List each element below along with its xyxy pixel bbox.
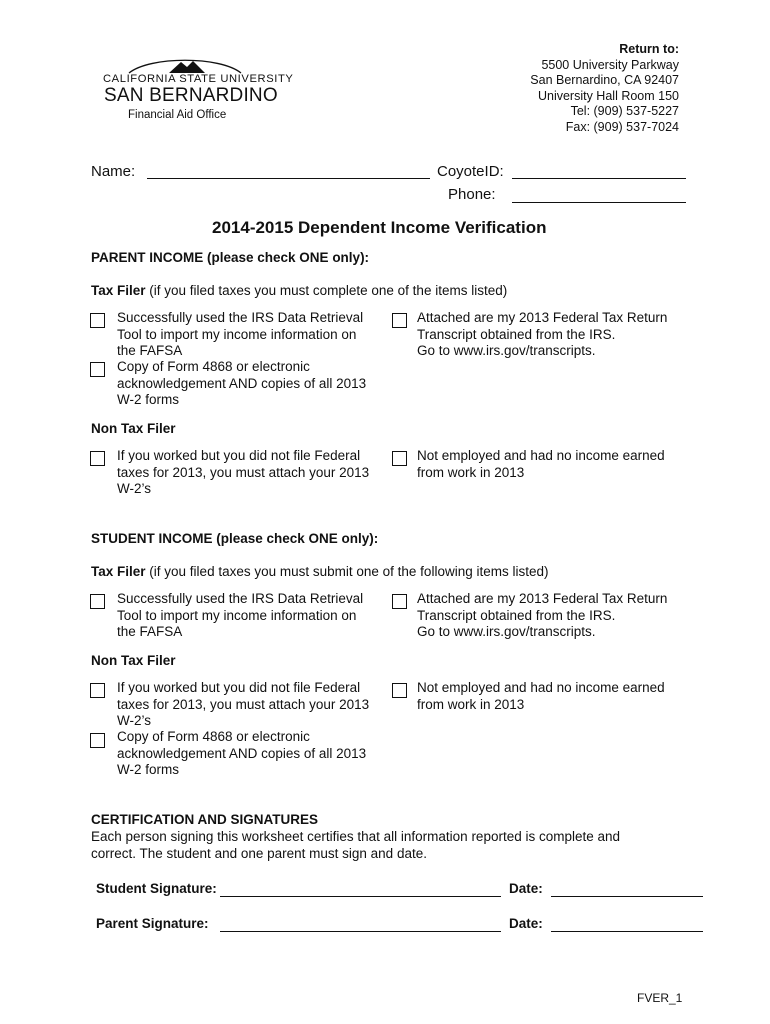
certification-text: Each person signing this worksheet certifies that all information reported is complete and correct. The student and one parent must sign and date.: [91, 829, 621, 861]
parent-transcript-text: Attached are my 2013 Federal Tax Return Transcript obtained from the IRS. Go to www.irs.gov/transcripts.: [417, 310, 668, 358]
form-code: FVER_1: [637, 991, 683, 1005]
student-tax-filer-line: [91, 564, 548, 580]
student-form-4868-checkbox[interactable]: [90, 733, 105, 748]
university-logo: [103, 52, 294, 124]
logo-arch-icon: [125, 52, 245, 74]
parent-not-employed-text: Not employed and had no income earned from work in 2013: [417, 448, 665, 480]
certification-heading: CERTIFICATION AND SIGNATURES: [91, 812, 318, 827]
parent-signature-field[interactable]: [220, 931, 501, 932]
parent-income-heading: PARENT INCOME (please check ONE only):: [91, 250, 370, 265]
parent-date-field[interactable]: [551, 931, 703, 932]
tax-filer-label: Tax Filer: [91, 283, 146, 298]
page-title: 2014-2015 Dependent Income Verification: [212, 218, 547, 237]
parent-date-label: Date:: [509, 916, 543, 931]
student-date-field[interactable]: [551, 896, 703, 897]
student-transcript-checkbox[interactable]: [392, 594, 407, 609]
student-irs-drt-text: Successfully used the IRS Data Retrieval Tool to import my income information on the FAFSA: [117, 591, 364, 639]
name-field[interactable]: [147, 178, 430, 179]
return-fax: Fax: (909) 537-7024: [565, 119, 679, 134]
student-not-employed-text: Not employed and had no income earned from work in 2013: [417, 680, 665, 712]
student-not-employed-checkbox[interactable]: [392, 683, 407, 698]
parent-irs-drt-text: Successfully used the IRS Data Retrieval Tool to import my income information on the FAFSA: [117, 310, 364, 358]
return-address-line: 5500 University Parkway: [541, 57, 679, 72]
parent-not-employed-checkbox[interactable]: [392, 451, 407, 466]
parent-transcript-checkbox[interactable]: [392, 313, 407, 328]
phone-field[interactable]: [512, 202, 686, 203]
parent-tax-filer-line: [91, 283, 507, 299]
phone-label: Phone:: [448, 186, 496, 203]
logo-line-3: Financial Aid Office: [128, 109, 227, 121]
student-signature-label: Student Signature:: [96, 881, 217, 896]
parent-w2-text: If you worked but you did not file Federal taxes for 2013, you must attach your 2013 W-2’s: [117, 448, 370, 496]
parent-w2-checkbox[interactable]: [90, 451, 105, 466]
student-non-tax-filer-label: Non Tax Filer: [91, 653, 176, 668]
student-irs-drt-checkbox[interactable]: [90, 594, 105, 609]
student-transcript-text: Attached are my 2013 Federal Tax Return Transcript obtained from the IRS. Go to www.irs.gov/transcripts.: [417, 591, 668, 639]
tax-filer-label: Tax Filer: [91, 564, 146, 579]
student-income-heading: STUDENT INCOME (please check ONE only):: [91, 531, 379, 546]
student-form-4868-text: Copy of Form 4868 or electronic acknowledgement AND copies of all 2013 W-2 forms: [117, 729, 367, 777]
parent-non-tax-filer-label: Non Tax Filer: [91, 421, 176, 436]
student-w2-checkbox[interactable]: [90, 683, 105, 698]
student-date-label: Date:: [509, 881, 543, 896]
return-address-line: University Hall Room 150: [537, 88, 679, 103]
student-w2-text: If you worked but you did not file Federal taxes for 2013, you must attach your 2013 W-2’s: [117, 680, 370, 728]
return-phone: Tel: (909) 537-5227: [570, 104, 679, 118]
tax-filer-note: (if you filed taxes you must complete one of the items listed): [149, 283, 508, 298]
logo-line-1: CALIFORNIA STATE UNIVERSITY: [103, 73, 294, 85]
parent-form-4868-checkbox[interactable]: [90, 362, 105, 377]
coyote-id-field[interactable]: [512, 178, 686, 179]
tax-filer-note: (if you filed taxes you must submit one of the following items listed): [149, 564, 549, 579]
coyote-id-label: CoyoteID:: [437, 163, 504, 180]
return-address-line: San Bernardino, CA 92407: [530, 73, 679, 87]
parent-signature-label: Parent Signature:: [96, 916, 209, 931]
parent-form-4868-text: Copy of Form 4868 or electronic acknowledgement AND copies of all 2013 W-2 forms: [117, 359, 367, 407]
return-to-heading: Return to:: [619, 42, 679, 56]
student-signature-field[interactable]: [220, 896, 501, 897]
logo-line-2: SAN BERNARDINO: [104, 85, 278, 106]
name-label: Name:: [91, 163, 136, 180]
parent-irs-drt-checkbox[interactable]: [90, 313, 105, 328]
